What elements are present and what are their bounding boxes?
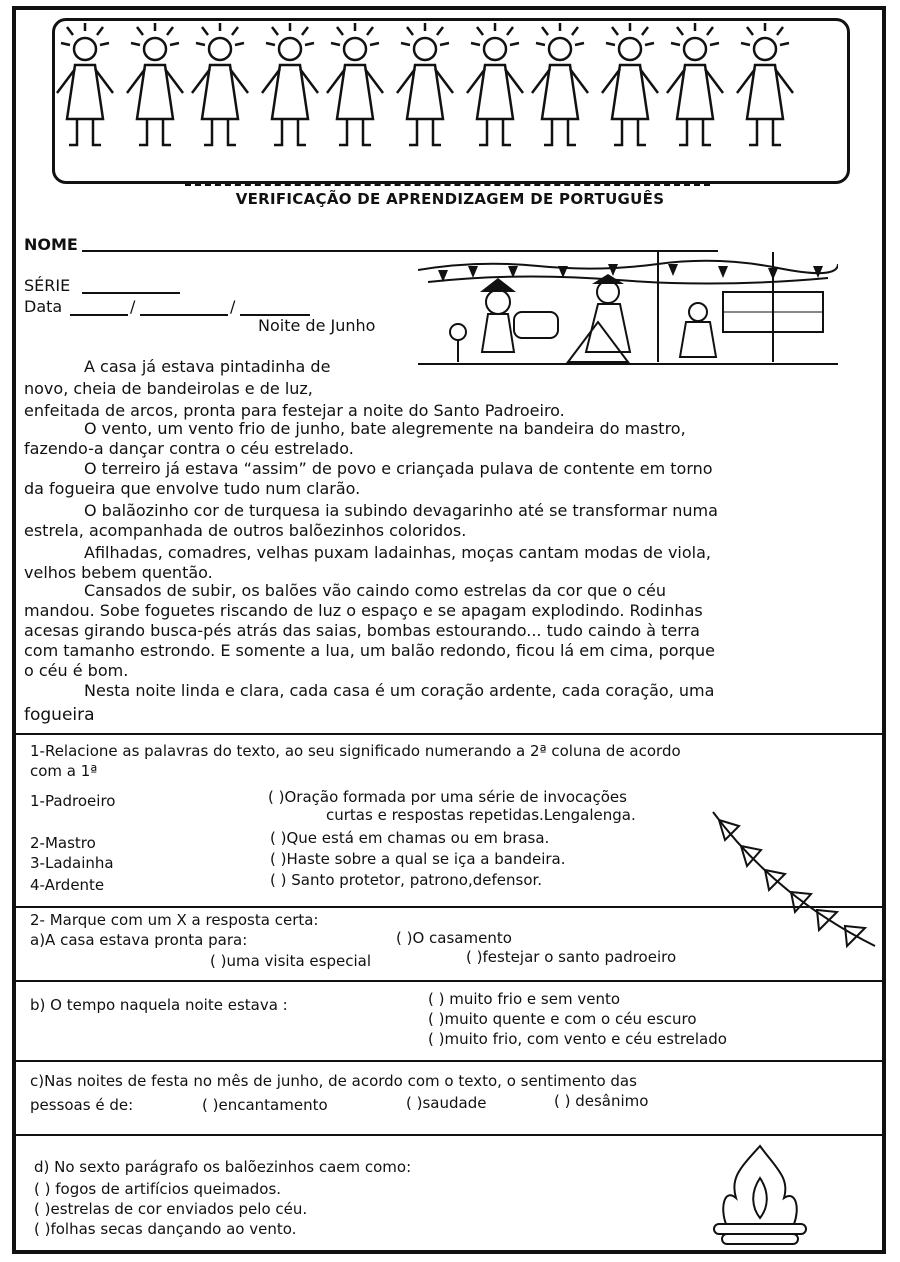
children-drawing: [55, 21, 847, 181]
text-line: da fogueira que envolve tudo num clarão.: [24, 479, 361, 498]
section-divider: [14, 1060, 884, 1062]
text-line: fazendo-a dançar contra o céu estrelado.: [24, 439, 354, 458]
q1-meaning[interactable]: ( )Que está em chamas ou em brasa.: [270, 829, 550, 847]
q2c-option[interactable]: ( )encantamento: [202, 1096, 328, 1114]
data-label: Data: [24, 297, 63, 316]
text-line: Afilhadas, comadres, velhas puxam ladainhas, moças cantam modas de viola,: [84, 543, 711, 562]
text-line: com tamanho estrondo. E somente a lua, um balão redondo, ficou lá em cima, porque: [24, 641, 715, 660]
q1-meaning[interactable]: ( ) Santo protetor, patrono,defensor.: [270, 871, 543, 889]
q2d-option[interactable]: ( )folhas secas dançando ao vento.: [34, 1220, 297, 1238]
child-figure: [467, 23, 523, 145]
bonfire-drawing: [700, 1138, 820, 1250]
text-line: acesas girando busca-pés atrás das saias, bombas estourando... tudo caindo à terra: [24, 621, 700, 640]
child-figure: [262, 23, 318, 145]
text-line: A casa já estava pintadinha de: [84, 357, 331, 376]
text-line: O balãozinho cor de turquesa ia subindo devagarinho até se transformar numa: [84, 501, 718, 520]
text-line: o céu é bom.: [24, 661, 129, 680]
section-divider: [14, 906, 884, 908]
text-line: novo, cheia de bandeirolas e de luz,: [24, 379, 313, 398]
q1-meaning[interactable]: ( )Oração formada por uma série de invocações: [268, 788, 627, 806]
text-title: Noite de Junho: [258, 316, 376, 335]
text-line: Cansados de subir, os balões vão caindo como estrelas da cor que o céu: [84, 581, 666, 600]
banner-underline: [185, 184, 710, 186]
child-figure: [737, 23, 793, 145]
child-figure: [532, 23, 588, 145]
q2a-option[interactable]: ( )O casamento: [396, 929, 512, 947]
q1-word: 1-Padroeiro: [30, 792, 116, 810]
child-figure: [57, 23, 113, 145]
bunting-decoration: [705, 806, 885, 956]
q1-prompt: 1-Relacione as palavras do texto, ao seu significado numerando a 2ª coluna de acordo: [30, 742, 681, 760]
text-line: mandou. Sobe foguetes riscando de luz o espaço e se apagam explodindo. Rodinhas: [24, 601, 703, 620]
data-slash-2: /: [230, 297, 236, 316]
q2b-option[interactable]: ( )muito frio, com vento e céu estrelado: [428, 1030, 727, 1048]
festa-junina-illustration: [418, 252, 838, 370]
nome-field[interactable]: [82, 236, 718, 252]
serie-field[interactable]: [82, 278, 180, 294]
header-banner: [52, 18, 850, 184]
child-figure: [397, 23, 453, 145]
q2a-option[interactable]: ( )festejar o santo padroeiro: [466, 948, 677, 966]
q2b-option[interactable]: ( )muito quente e com o céu escuro: [428, 1010, 697, 1028]
q2a-prompt: a)A casa estava pronta para:: [30, 931, 248, 949]
q2c-option[interactable]: ( ) desânimo: [554, 1092, 649, 1110]
data-year-field[interactable]: [240, 300, 310, 316]
text-line: fogueira: [24, 705, 95, 725]
q2-prompt: 2- Marque com um X a resposta certa:: [30, 911, 319, 929]
q1-meaning-cont: curtas e respostas repetidas.Lengalenga.: [326, 806, 636, 824]
q2d-option[interactable]: ( ) fogos de artifícios queimados.: [34, 1180, 282, 1198]
data-month-field[interactable]: [140, 300, 228, 316]
q2b-option[interactable]: ( ) muito frio e sem vento: [428, 990, 621, 1008]
section-divider: [14, 733, 884, 735]
text-line: Nesta noite linda e clara, cada casa é um coração ardente, cada coração, uma: [84, 681, 715, 700]
q2d-option[interactable]: ( )estrelas de cor enviados pelo céu.: [34, 1200, 308, 1218]
section-divider: [14, 1134, 884, 1136]
child-figure: [602, 23, 658, 145]
text-line: O vento, um vento frio de junho, bate alegremente na bandeira do mastro,: [84, 419, 686, 438]
q2c-option[interactable]: ( )saudade: [406, 1094, 487, 1112]
text-line: velhos bebem quentão.: [24, 563, 213, 582]
data-day-field[interactable]: [70, 300, 128, 316]
text-line: estrela, acompanhada de outros balõezinhos coloridos.: [24, 521, 467, 540]
q1-word: 3-Ladainha: [30, 854, 114, 872]
q2b-prompt: b) O tempo naquela noite estava :: [30, 996, 288, 1014]
child-figure: [192, 23, 248, 145]
child-figure: [327, 23, 383, 145]
data-slash-1: /: [130, 297, 136, 316]
q2d-prompt: d) No sexto parágrafo os balõezinhos caem como:: [34, 1158, 412, 1176]
child-figure: [667, 23, 723, 145]
q1-word: 2-Mastro: [30, 834, 96, 852]
text-line: O terreiro já estava “assim” de povo e criançada pulava de contente em torno: [84, 459, 713, 478]
q2c-prompt: c)Nas noites de festa no mês de junho, de acordo com o texto, o sentimento das: [30, 1072, 637, 1090]
q1-word: 4-Ardente: [30, 876, 105, 894]
child-figure: [127, 23, 183, 145]
serie-label: SÉRIE: [24, 276, 71, 295]
text-line: enfeitada de arcos, pronta para festejar a noite do Santo Padroeiro.: [24, 401, 565, 420]
nome-label: NOME: [24, 235, 78, 254]
q2a-option[interactable]: ( )uma visita especial: [210, 952, 371, 970]
q2c-prompt-2: pessoas é de:: [30, 1096, 134, 1114]
q1-meaning[interactable]: ( )Haste sobre a qual se iça a bandeira.: [270, 850, 566, 868]
q1-prompt-2: com a 1ª: [30, 762, 98, 780]
page-title: VERIFICAÇÃO DE APRENDIZAGEM DE PORTUGUÊS: [235, 190, 665, 208]
section-divider: [14, 980, 884, 982]
